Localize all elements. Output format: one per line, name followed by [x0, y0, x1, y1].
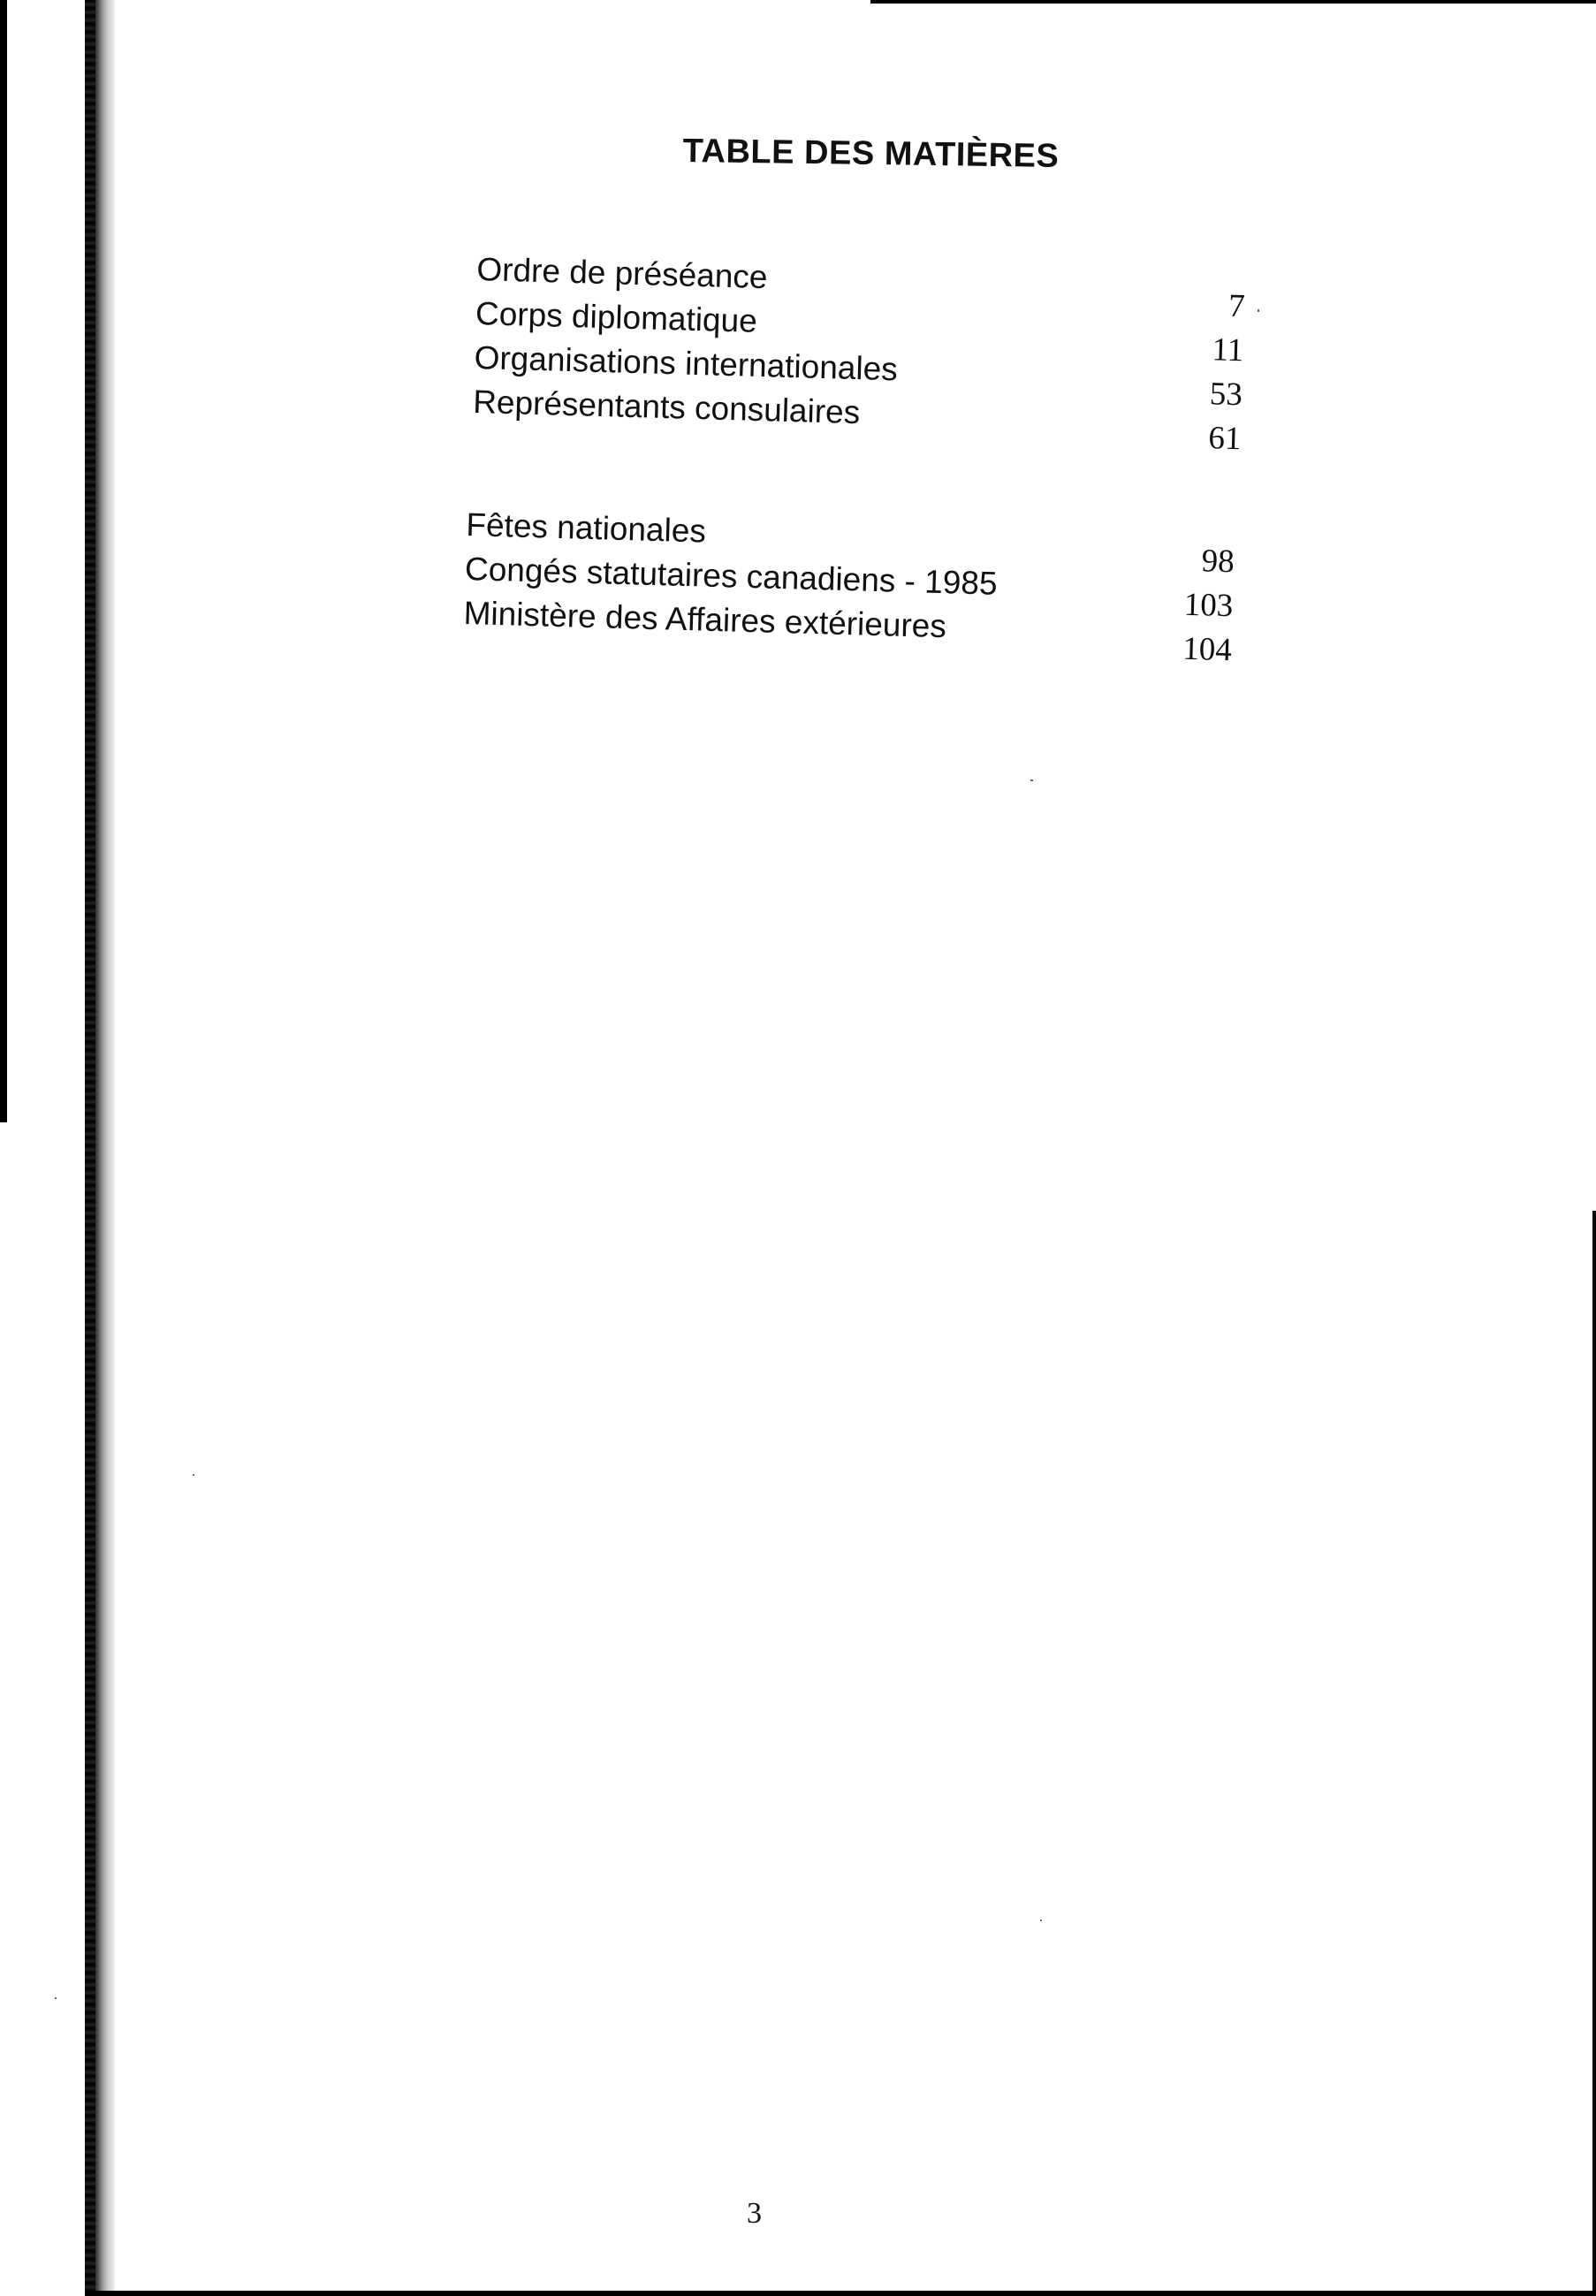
toc-section-1: [472, 251, 1246, 458]
toc-entry-page: 98: [1201, 543, 1235, 581]
scan-speck: [1258, 309, 1259, 312]
scan-speck: [55, 1997, 57, 1999]
toc-entry-label: Corps diplomatique: [475, 294, 758, 339]
toc-entry-label: Congés statutaires canadiens - 1985: [464, 550, 999, 602]
toc-entry-page: 61: [1207, 420, 1243, 458]
toc-entry-label: Représentants consulaires: [472, 383, 861, 431]
book-spine-edge: [85, 0, 95, 2296]
scan-edge-right: [1592, 1211, 1596, 2296]
toc-entry-page: 7: [1227, 287, 1246, 325]
page-number: 3: [747, 2197, 762, 2230]
scan-speck: [1030, 779, 1033, 781]
toc-entry-page: 53: [1209, 376, 1243, 414]
toc-entry-label: Ordre de préséance: [475, 251, 769, 296]
toc-entry-page: 11: [1212, 331, 1244, 369]
toc-entry-label: Fêtes nationales: [465, 506, 707, 550]
scan-edge-top: [870, 0, 1596, 4]
scan-edge-bottom: [85, 2291, 1596, 2296]
scan-speck: [1040, 1920, 1042, 1921]
toc-section-2: [463, 506, 1235, 669]
toc-entry-label: Organisations internationales: [474, 338, 899, 388]
toc-entry-label: Ministère des Affaires extérieures: [463, 594, 947, 645]
toc-title: TABLE DES MATIÈRES: [682, 133, 1060, 175]
scan-edge-left: [0, 0, 7, 1122]
toc-entry-page: 103: [1183, 586, 1234, 625]
toc-entry-page: 104: [1182, 630, 1233, 669]
scan-speck: [193, 1474, 194, 1476]
